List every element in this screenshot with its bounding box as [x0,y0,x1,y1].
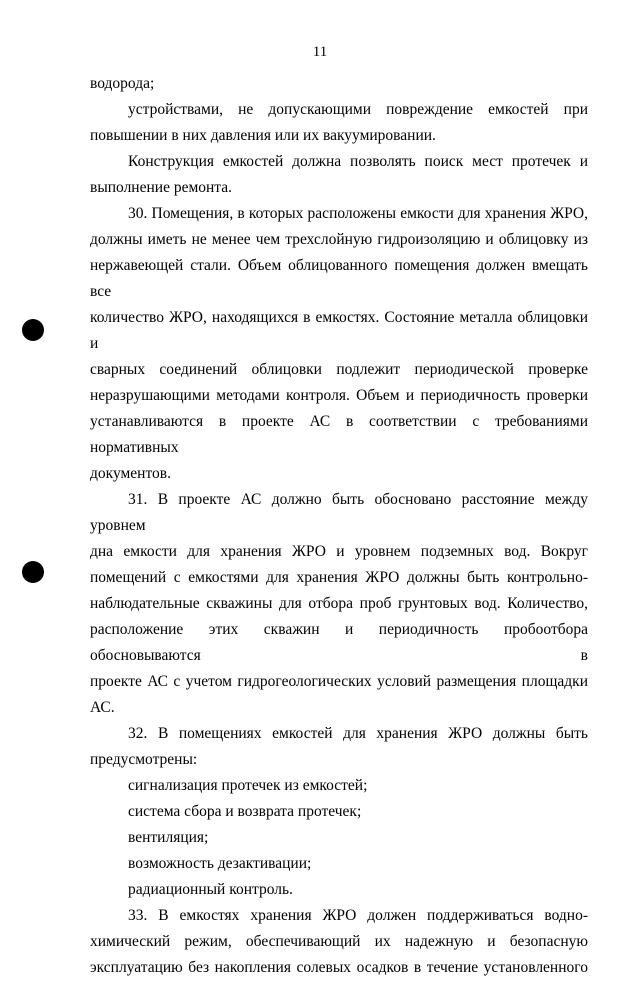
list-item: радиационный контроль. [128,881,293,898]
text-line: устройствами, не допускающими повреждение емкостей при [128,101,588,118]
paragraph-31-start: 31. В проекте АС должно быть обосновано расстояние между уровнем [90,491,588,534]
text-line: количество ЖРО, находящихся в емкостях. Состояние металла облицовки и [90,309,588,352]
text-line: выполнение ремонта. [90,179,233,196]
text-line: помещений с емкостями для хранения ЖРО должны быть контрольно- [90,569,588,586]
text-line: эксплуатацию без накопления солевых осадков в течение установленного [90,959,588,976]
list-item: вентиляция; [128,829,209,846]
text-line: предусмотрены: [90,751,198,768]
paragraph-32-start: 32. В помещениях емкостей для хранения ЖРО должны быть [128,725,588,742]
document-body [90,71,588,981]
text-line: Конструкция емкостей должна позволять поиск мест протечек и [128,153,588,170]
punch-hole-top [22,319,44,341]
text-line: повышении в них давления или их вакуумировании. [90,127,436,144]
text-line: водорода; [90,75,155,92]
page-number: 11 [312,44,328,60]
text-line: дна емкости для хранения ЖРО и уровнем подземных вод. Вокруг [90,543,588,560]
list-item: возможность дезактивации; [128,855,312,872]
text-line: устанавливаются в проекте АС в соответствии с требованиями нормативных [90,413,588,456]
text-line: документов. [90,465,171,482]
list-item: сигнализация протечек из емкостей; [128,777,368,794]
text-line: проекте АС с учетом гидрогеологических условий размещения площадки [90,673,588,690]
text-line: сварных соединений облицовки подлежит периодической проверке [90,361,588,378]
text-line: наблюдательные скважины для отбора проб грунтовых вод. Количество, [90,595,588,612]
list-item: система сбора и возврата протечек; [128,803,362,820]
text-line: нержавеющей стали. Объем облицованного помещения должен вмещать все [90,257,588,300]
text-line: неразрушающими методами контроля. Объем и периодичность проверки [90,387,588,404]
paragraph-30-start: 30. Помещения, в которых расположены емкости для хранения ЖРО, [128,205,588,222]
punch-hole-bottom [22,561,44,583]
text-line: должны иметь не менее чем трехслойную гидроизоляцию и облицовку из [90,231,588,248]
text-line: химический режим, обеспечивающий их надежную и безопасную [90,933,588,950]
text-line: АС. [90,699,115,716]
text-line: расположение этих скважин и периодичность пробоотбора обосновываются в [90,621,588,664]
paragraph-33-start: 33. В емкостях хранения ЖРО должен поддерживаться водно- [128,907,588,924]
